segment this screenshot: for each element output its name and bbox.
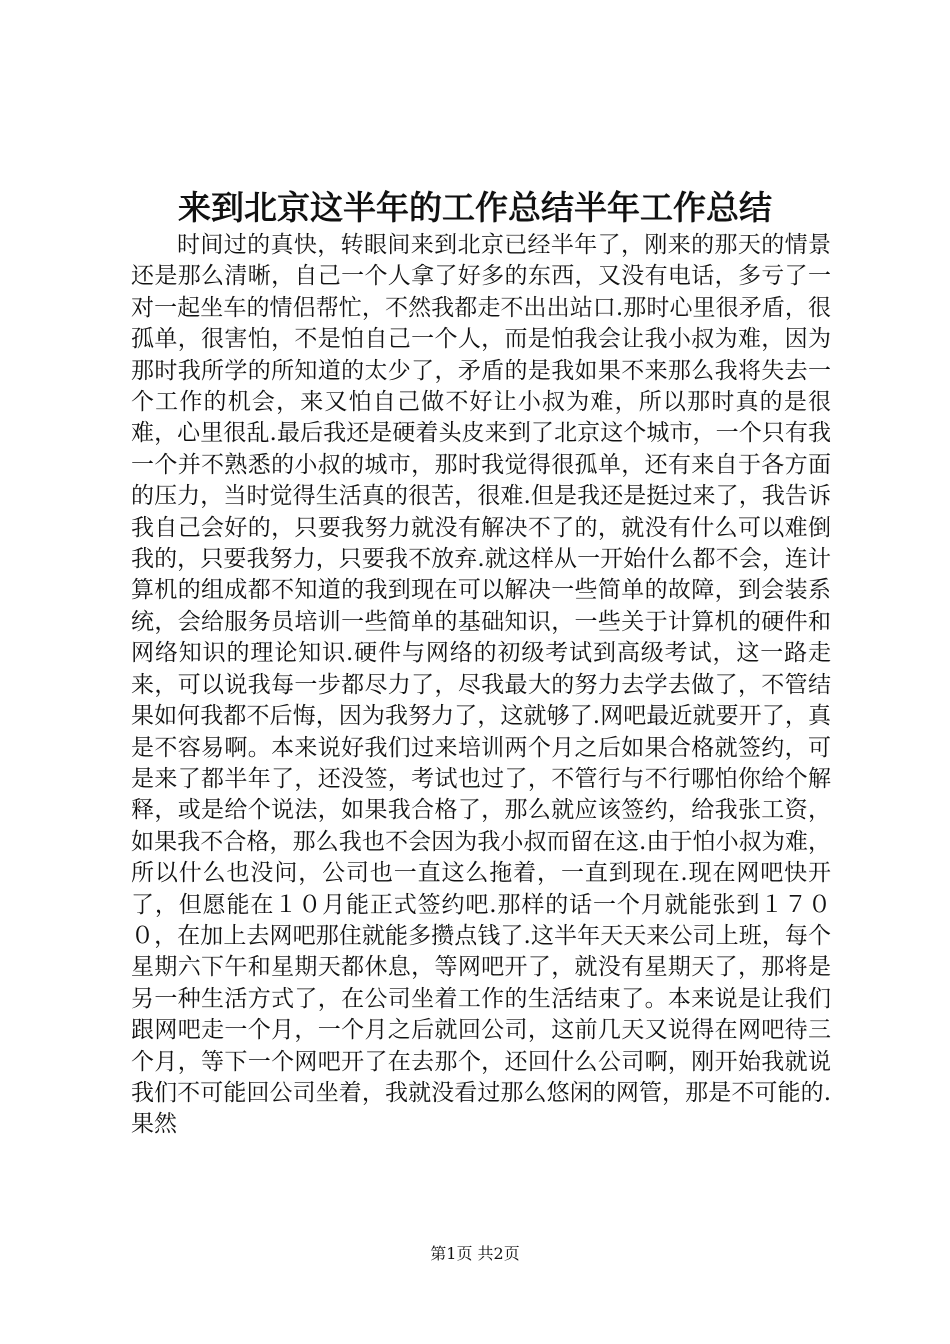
page-indicator: 第1页 共2页 [430, 1244, 520, 1263]
body-paragraph: 时间过的真快，转眼间来到北京已经半年了，刚来的那天的情景还是那么清晰，自己一个人拿了好多的东西，又没有电话，多亏了一对一起坐车的情侣帮忙，不然我都走不出出站口.那时心里很矛盾，很孤单，很害怕，不是怕自己一个人，而是怕我会让我小叔为难，因为那时我所学的所知道的太少了，矛盾的是我如果不来那么我将失去一个工作的机会，来又怕自己做不好让小叔为难，所以那时真的是很难，心里很乱.最后我还是硬着头皮来到了北京这个城市，一个只有我一个并不熟悉的小叔的城市，那时我觉得很孤单，还有来自于各方面的压力，当时觉得生活真的很苦，很难.但是我还是挺过来了，我告诉我自己会好的，只要我努力就没有解决不了的，就没有什么可以难倒我的，只要我努力，只要我不放弃.就这样从一开始什么都不会，连计算机的组成都不知道的我到现在可以解决一些简单的故障，到会装系统，会给服务员培训一些简单的基础知识，一些关于计算机的硬件和网络知识的理论知识.硬件与网络的初级考试到高级考试，这一路走来，可以说我每一步都尽力了，尽我最大的努力去学去做了，不管结果如何我都不后悔，因为我努力了，这就够了.网吧最近就要开了，真是不容易啊。本来说好我们过来培训两个月之后如果合格就签约，可是来了都半年了，还没签，考试也过了，不管行与不行哪怕你给个解释，或是给个说法，如果我合格了，那么就应该签约，给我张工资，如果我不合格，那么我也不会因为我小叔而留在这.由于怕小叔为难，所以什么也没问，公司也一直这么拖着，一直到现在.现在网吧快开了，但愿能在１０月能正式签约吧.那样的话一个月就能张到１７００，在加上去网吧那住就能多攒点钱了.这半年天天来公司上班，每个星期六下午和星期天都休息，等网吧开了，就没有星期天了，那将是另一种生活方式了，在公司坐着工作的生活结束了。本来说是让我们跟网吧走一个月，一个月之后就回公司，这前几天又说得在网吧待三个月，等下一个网吧开了在去那个，还回什么公司啊，刚开始我就说我们不可能回公司坐着，我就没看过那么悠闲的网管，那是不可能的.果然 [131, 232, 831, 1138]
document-title: 来到北京这半年的工作总结半年工作总结 [178, 188, 772, 227]
document-body [131, 230, 831, 1141]
